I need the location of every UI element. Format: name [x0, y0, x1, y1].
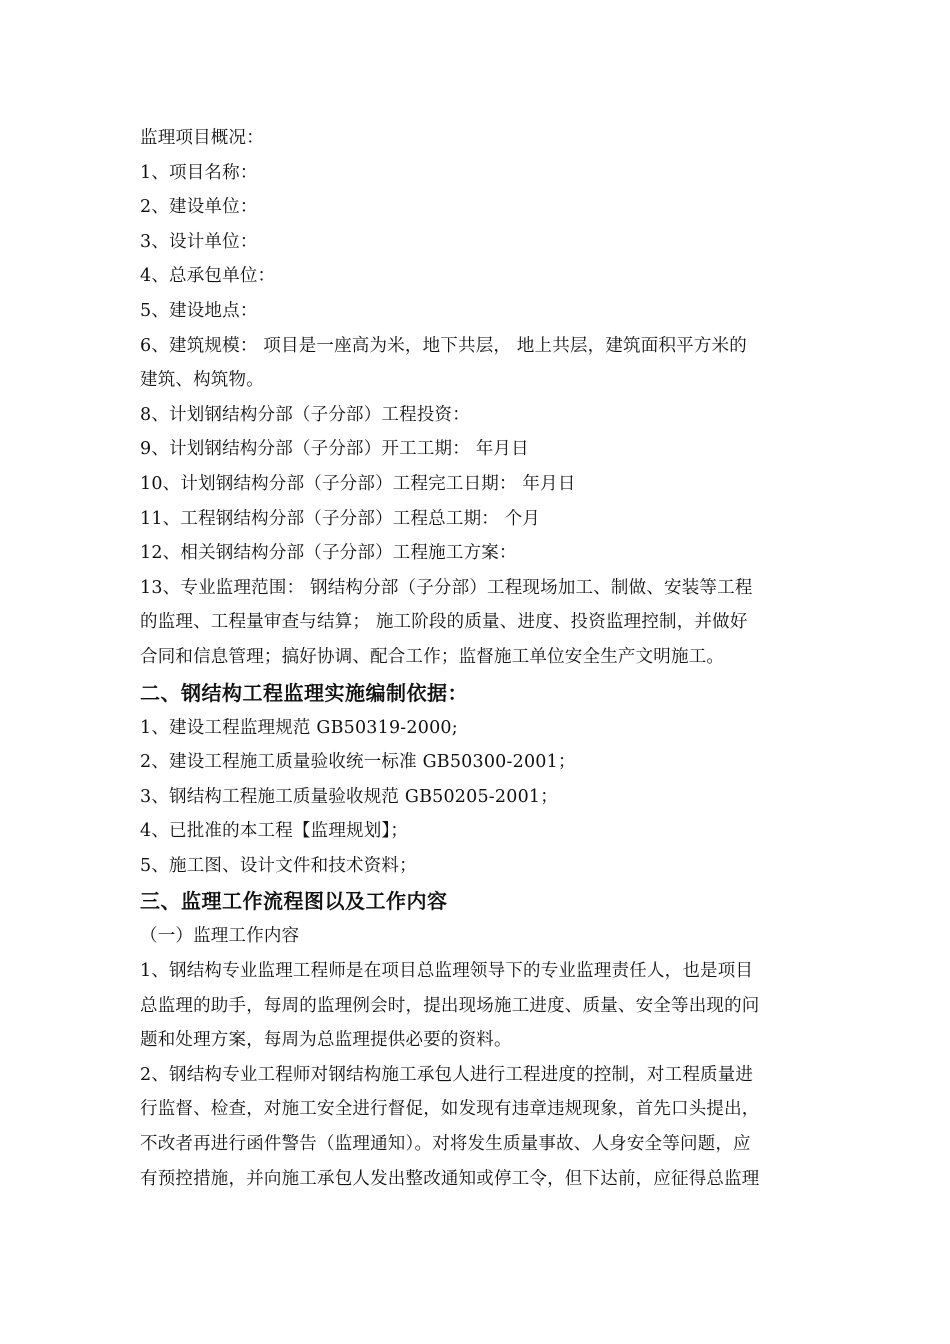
work-content-line: 2、钢结构专业工程师对钢结构施工承包人进行工程进度的控制，对工程质量进	[140, 1064, 754, 1085]
work-content-line: 行监督、检查，对施工安全进行督促，如发现有违章违规现象，首先口头提出，	[140, 1099, 760, 1120]
client-line: 2、建设单位：	[140, 197, 258, 218]
basis-item: 5、施工图、设计文件和技术资料；	[140, 855, 417, 876]
section1-title: 监理项目概况：	[140, 128, 264, 148]
work-content-line: 不改者再进行函件警告（监理通知）。对将发生质量事故、人身安全等问题，应	[140, 1134, 751, 1155]
scale-line: 6、建筑规模： 项目是一座高为米，地下共层， 地上共层，建筑面积平方米的	[140, 335, 747, 356]
basis-item: 4、已批准的本工程【监理规划】；	[140, 821, 409, 842]
designer-line: 3、设计单位：	[140, 231, 258, 252]
scope-line-3: 合同和信息管理；搞好协调、配合工作；监督施工单位安全生产文明施工。	[140, 646, 725, 667]
basis-item: 2、建设工程施工质量验收统一标准 GB50300-2001；	[140, 752, 576, 773]
start-date-line: 9、计划钢结构分部（子分部）开工工期： 年月日	[140, 439, 529, 460]
work-content-line: 题和处理方案，每周为总监理提供必要的资料。	[140, 1030, 512, 1051]
basis-item: 3、钢结构工程施工质量验收规范 GB50205-2001；	[140, 786, 558, 807]
completion-date-line: 10、计划钢结构分部（子分部）工程完工日期： 年月日	[140, 473, 576, 494]
project-name-line: 1、项目名称：	[140, 162, 258, 183]
basis-item: 1、建设工程监理规范 GB50319-2000;	[140, 717, 458, 738]
general-contractor-line: 4、总承包单位：	[140, 266, 276, 287]
location-line: 5、建设地点：	[140, 300, 258, 321]
total-duration-line: 11、工程钢结构分部（子分部）工程总工期： 个月	[140, 508, 541, 529]
work-content-line: 有预控措施，并向施工承包人发出整改通知或停工令，但下达前，应征得总监理	[140, 1168, 760, 1189]
scale-line-continued: 建筑、构筑物。	[140, 370, 264, 391]
construction-plan-line: 12、相关钢结构分部（子分部）工程施工方案：	[140, 543, 517, 564]
section3-subheading: （一）监理工作内容	[140, 926, 300, 947]
document-page	[140, 121, 812, 1196]
work-content-line: 1、钢结构专业监理工程师是在项目总监理领导下的专业监理责任人，也是项目	[140, 961, 754, 982]
section2-heading: 二、钢结构工程监理实施编制依据：	[140, 680, 468, 705]
work-content-line: 总监理的助手，每周的监理例会时，提出现场施工进度、质量、安全等出现的问	[140, 995, 760, 1016]
investment-line: 8、计划钢结构分部（子分部）工程投资：	[140, 404, 470, 425]
scope-line-2: 的监理、工程量审查与结算； 施工阶段的质量、进度、投资监理控制，并做好	[140, 612, 748, 633]
section3-heading: 三、监理工作流程图以及工作内容	[140, 889, 448, 914]
scope-line-1: 13、专业监理范围： 钢结构分部（子分部）工程现场加工、制做、安装等工程	[140, 577, 753, 598]
